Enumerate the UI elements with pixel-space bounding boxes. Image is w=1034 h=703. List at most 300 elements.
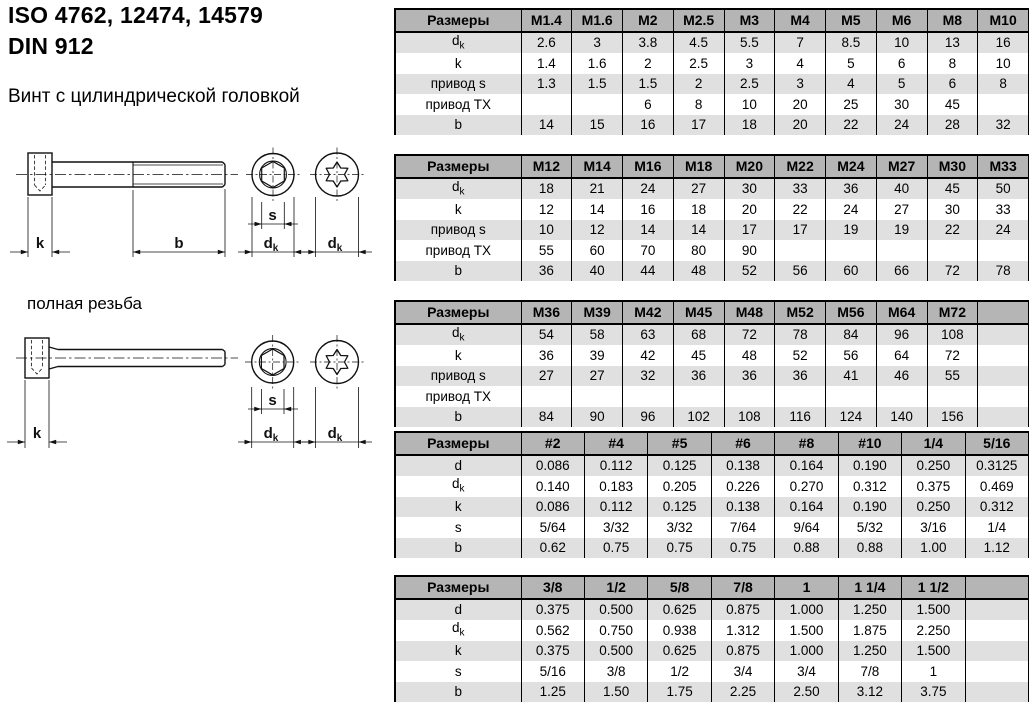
- value-cell: 32: [978, 115, 1029, 136]
- value-cell: 1/2: [648, 661, 711, 682]
- value-cell: 30: [724, 178, 775, 200]
- value-cell: 0.140: [521, 476, 584, 497]
- row-label: привод s: [430, 222, 486, 237]
- value-cell: 0.75: [584, 538, 647, 559]
- value-cell: 46: [876, 366, 927, 387]
- dim-label-k: k: [35, 235, 45, 252]
- value-cell: 0.88: [775, 538, 838, 559]
- value-cell: 45: [673, 345, 724, 366]
- col-header: M1.4: [521, 9, 572, 32]
- tip-chamfer: [223, 350, 226, 352]
- value-cell: 14: [623, 220, 674, 241]
- value-cell: 55: [927, 366, 978, 387]
- value-cell: 0.500: [584, 641, 647, 662]
- value-cell: 3.8: [623, 32, 674, 54]
- value-cell: 25: [826, 94, 877, 115]
- col-header: M5: [826, 9, 877, 32]
- value-cell: 3.12: [838, 682, 901, 703]
- value-cell: 5: [826, 53, 877, 74]
- col-header: #2: [521, 432, 584, 455]
- value-cell: 8: [927, 53, 978, 74]
- value-cell: 36: [521, 261, 572, 282]
- value-cell: 30: [927, 199, 978, 220]
- value-cell: 0.205: [648, 476, 711, 497]
- value-cell: 45: [927, 94, 978, 115]
- col-header: M8: [927, 9, 978, 32]
- standards-title-line2: DIN 912: [8, 33, 94, 59]
- value-cell: 7/64: [711, 517, 774, 538]
- value-cell: 18: [673, 199, 724, 220]
- value-cell: 0.875: [711, 641, 774, 662]
- screw-drawing-full-thread: [0, 330, 390, 455]
- value-cell: 50: [978, 178, 1029, 200]
- header-row: [395, 301, 1029, 324]
- value-cell: [572, 386, 623, 407]
- value-cell: 1.25: [521, 682, 584, 703]
- value-cell: 48: [724, 345, 775, 366]
- value-cell: 10: [876, 32, 927, 54]
- value-cell: 9/64: [775, 517, 838, 538]
- row-label: k: [454, 499, 462, 514]
- value-cell: 0.125: [648, 455, 711, 477]
- value-cell: 8: [673, 94, 724, 115]
- value-cell: 4: [826, 74, 877, 95]
- value-cell: 48: [673, 261, 724, 282]
- value-cell: [623, 386, 674, 407]
- value-cell: 2.5: [673, 53, 724, 74]
- value-cell: 33: [978, 199, 1029, 220]
- row-label: привод TX: [425, 388, 491, 404]
- dim-label-b: b: [174, 235, 184, 252]
- table-row: [395, 497, 1029, 518]
- value-cell: 40: [876, 178, 927, 200]
- value-cell: 108: [927, 324, 978, 346]
- value-cell: 0.625: [648, 641, 711, 662]
- value-cell: 3/32: [648, 517, 711, 538]
- value-cell: [965, 641, 1028, 662]
- value-cell: 28: [927, 115, 978, 136]
- value-cell: 17: [673, 115, 724, 136]
- value-cell: 17: [724, 220, 775, 241]
- value-cell: 3/8: [584, 661, 647, 682]
- table-row: [395, 407, 1029, 428]
- col-header: 1/2: [584, 576, 647, 599]
- col-header: 1 1/2: [902, 576, 965, 599]
- value-cell: 64: [876, 345, 927, 366]
- spec-table: [394, 575, 1029, 702]
- value-cell: 1.000: [775, 641, 838, 662]
- col-header: [965, 576, 1028, 599]
- value-cell: 10: [724, 94, 775, 115]
- value-cell: 1.75: [648, 682, 711, 703]
- table-row: [395, 641, 1029, 662]
- value-cell: 0.270: [775, 476, 838, 497]
- dim-label-k: k: [32, 425, 42, 442]
- full-thread-label: полная резьба: [27, 294, 142, 313]
- value-cell: 0.164: [775, 497, 838, 518]
- dimension-arrows: [18, 407, 366, 445]
- table-row: [395, 538, 1029, 559]
- value-cell: 70: [623, 240, 674, 261]
- value-cell: [965, 661, 1028, 682]
- table-row: [395, 620, 1029, 641]
- row-label: k: [454, 643, 462, 658]
- value-cell: 12: [521, 199, 572, 220]
- value-cell: 68: [673, 324, 724, 346]
- value-cell: 1.6: [572, 53, 623, 74]
- col-header: M2: [623, 9, 674, 32]
- side-view: [16, 153, 238, 195]
- dim-label-dk: $d_k$: [263, 425, 279, 444]
- value-cell: 0.183: [584, 476, 647, 497]
- value-cell: 39: [572, 345, 623, 366]
- value-cell: 5: [876, 74, 927, 95]
- col-header: M3: [724, 9, 775, 32]
- value-cell: 0.375: [521, 599, 584, 621]
- row-label: d: [454, 602, 462, 617]
- value-cell: 0.75: [648, 538, 711, 559]
- neck-transition: [49, 367, 58, 370]
- value-cell: 2.5: [724, 74, 775, 95]
- torx-socket-end-view: [302, 335, 372, 448]
- value-cell: 12: [572, 220, 623, 241]
- value-cell: 0.312: [838, 476, 901, 497]
- table-row: [395, 517, 1029, 538]
- header-row: [395, 576, 1029, 599]
- col-header: M16: [623, 155, 674, 178]
- value-cell: [965, 620, 1028, 641]
- value-cell: [876, 240, 927, 261]
- value-cell: 15: [572, 115, 623, 136]
- col-header: #5: [648, 432, 711, 455]
- value-cell: 1.4: [521, 53, 572, 74]
- value-cell: 52: [775, 345, 826, 366]
- header-row: [395, 432, 1029, 455]
- value-cell: [775, 240, 826, 261]
- col-header: M20: [724, 155, 775, 178]
- table-row: [395, 115, 1029, 136]
- value-cell: 22: [927, 220, 978, 241]
- value-cell: 24: [623, 178, 674, 200]
- value-cell: [927, 386, 978, 407]
- value-cell: 56: [775, 261, 826, 282]
- value-cell: 0.125: [648, 497, 711, 518]
- value-cell: 0.875: [711, 599, 774, 621]
- value-cell: 16: [623, 199, 674, 220]
- row-label: d: [454, 458, 462, 473]
- row-label: b: [454, 263, 462, 278]
- size-header: Размеры: [395, 155, 521, 178]
- value-cell: 116: [775, 407, 826, 428]
- col-header: M24: [826, 155, 877, 178]
- col-header: M56: [826, 301, 877, 324]
- row-label: k: [454, 55, 462, 71]
- value-cell: 124: [826, 407, 877, 428]
- value-cell: 0.750: [584, 620, 647, 641]
- spec-table: [394, 154, 1029, 281]
- value-cell: 0.312: [965, 497, 1028, 518]
- value-cell: 0.938: [648, 620, 711, 641]
- value-cell: [826, 240, 877, 261]
- table-metric-m12-m33: [394, 154, 1029, 281]
- value-cell: 6: [623, 94, 674, 115]
- table-inch-38-112: [394, 575, 1029, 702]
- table-row: [395, 240, 1029, 261]
- col-header: 3/8: [521, 576, 584, 599]
- value-cell: 20: [775, 94, 826, 115]
- col-header: M42: [623, 301, 674, 324]
- dimension-arrows: [21, 222, 366, 255]
- value-cell: 84: [521, 407, 572, 428]
- table-row: [395, 366, 1029, 387]
- col-header: #4: [584, 432, 647, 455]
- value-cell: 0.086: [521, 455, 584, 477]
- value-cell: 3: [572, 32, 623, 54]
- value-cell: 36: [521, 345, 572, 366]
- row-label: привод TX: [425, 242, 491, 258]
- row-label: b: [454, 409, 462, 424]
- table-row: [395, 661, 1029, 682]
- value-cell: 3/4: [775, 661, 838, 682]
- table-row: [395, 220, 1029, 241]
- value-cell: 10: [978, 53, 1029, 74]
- value-cell: 0.164: [775, 455, 838, 477]
- col-header: M33: [978, 155, 1029, 178]
- standards-title-line1: ISO 4762, 12474, 14579: [8, 2, 264, 28]
- col-header: M18: [673, 155, 724, 178]
- value-cell: 36: [826, 178, 877, 200]
- dim-label-s: s: [268, 392, 277, 409]
- value-cell: [978, 324, 1029, 346]
- value-cell: 52: [724, 261, 775, 282]
- value-cell: 13: [927, 32, 978, 54]
- value-cell: 1.000: [775, 599, 838, 621]
- value-cell: 3: [775, 74, 826, 95]
- table-row: [395, 74, 1029, 95]
- head-circle: [252, 154, 294, 196]
- table-row: [395, 455, 1029, 477]
- col-header: M72: [927, 301, 978, 324]
- col-header: M39: [572, 301, 623, 324]
- value-cell: 0.112: [584, 497, 647, 518]
- value-cell: 0.562: [521, 620, 584, 641]
- value-cell: 10: [521, 220, 572, 241]
- value-cell: 1.500: [902, 641, 965, 662]
- value-cell: [978, 240, 1029, 261]
- value-cell: 4.5: [673, 32, 724, 54]
- value-cell: 32: [623, 366, 674, 387]
- value-cell: 22: [775, 199, 826, 220]
- value-cell: 0.138: [711, 455, 774, 477]
- value-cell: 0.190: [838, 497, 901, 518]
- row-label: привод s: [430, 76, 486, 91]
- value-cell: 14: [521, 115, 572, 136]
- value-cell: 1.5: [572, 74, 623, 95]
- hex-socket-end-view: [238, 148, 308, 258]
- value-cell: 45: [927, 178, 978, 200]
- size-header: Размеры: [395, 432, 521, 455]
- value-cell: 90: [572, 407, 623, 428]
- value-cell: 19: [826, 220, 877, 241]
- value-cell: 54: [521, 324, 572, 346]
- table-metric-m36-m72: [394, 300, 1029, 427]
- value-cell: 5/64: [521, 517, 584, 538]
- value-cell: 3/32: [584, 517, 647, 538]
- col-header: M22: [775, 155, 826, 178]
- value-cell: 41: [826, 366, 877, 387]
- value-cell: 1.00: [902, 538, 965, 559]
- value-cell: 8.5: [826, 32, 877, 54]
- value-cell: 0.375: [521, 641, 584, 662]
- col-header: M6: [876, 9, 927, 32]
- side-view: [16, 338, 238, 378]
- value-cell: [521, 386, 572, 407]
- value-cell: 0.88: [838, 538, 901, 559]
- col-header: M14: [572, 155, 623, 178]
- col-header: M30: [927, 155, 978, 178]
- row-label: $d_k$: [451, 476, 465, 496]
- value-cell: 1: [902, 661, 965, 682]
- value-cell: [978, 94, 1029, 115]
- value-cell: 96: [876, 324, 927, 346]
- value-cell: 20: [724, 199, 775, 220]
- col-header: M27: [876, 155, 927, 178]
- value-cell: 140: [876, 407, 927, 428]
- value-cell: 3/4: [711, 661, 774, 682]
- table-row: [395, 178, 1029, 200]
- neck-transition: [49, 347, 58, 350]
- value-cell: 36: [724, 366, 775, 387]
- value-cell: [978, 407, 1029, 428]
- screw-drawing-partial-thread: [0, 135, 390, 287]
- value-cell: 2: [673, 74, 724, 95]
- value-cell: 0.250: [902, 497, 965, 518]
- value-cell: 4: [775, 53, 826, 74]
- value-cell: 19: [876, 220, 927, 241]
- value-cell: 0.112: [584, 455, 647, 477]
- value-cell: 55: [521, 240, 572, 261]
- row-label: s: [454, 519, 462, 535]
- value-cell: 0.500: [584, 599, 647, 621]
- value-cell: 14: [673, 220, 724, 241]
- value-cell: [521, 94, 572, 115]
- col-header: 1 1/4: [838, 576, 901, 599]
- value-cell: 33: [775, 178, 826, 200]
- value-cell: 36: [775, 366, 826, 387]
- value-cell: 1.875: [838, 620, 901, 641]
- value-cell: 0.625: [648, 599, 711, 621]
- row-label: привод TX: [425, 96, 491, 112]
- value-cell: [775, 386, 826, 407]
- spec-table: [394, 300, 1029, 427]
- table-row: [395, 32, 1029, 54]
- value-cell: 0.250: [902, 455, 965, 477]
- spec-table: [394, 8, 1029, 135]
- header-row: [395, 9, 1029, 32]
- value-cell: [978, 366, 1029, 387]
- col-header: M10: [978, 9, 1029, 32]
- value-cell: 1.250: [838, 599, 901, 621]
- table-row: [395, 345, 1029, 366]
- value-cell: 0.469: [965, 476, 1028, 497]
- dim-label-dk: $d_k$: [263, 235, 279, 254]
- table-row: [395, 682, 1029, 703]
- col-header: M45: [673, 301, 724, 324]
- tip-chamfer: [223, 162, 226, 165]
- col-header: 5/16: [965, 432, 1028, 455]
- row-label: $d_k$: [451, 178, 465, 198]
- col-header: #10: [838, 432, 901, 455]
- table-row: [395, 94, 1029, 115]
- table-row: [395, 386, 1029, 407]
- value-cell: 3: [724, 53, 775, 74]
- value-cell: 90: [724, 240, 775, 261]
- value-cell: 60: [572, 240, 623, 261]
- row-label: s: [454, 663, 462, 679]
- value-cell: 72: [927, 261, 978, 282]
- value-cell: 16: [623, 115, 674, 136]
- value-cell: 30: [876, 94, 927, 115]
- value-cell: 0.62: [521, 538, 584, 559]
- value-cell: 96: [623, 407, 674, 428]
- row-label: b: [454, 540, 462, 555]
- dim-label-dk: $d_k$: [327, 235, 343, 254]
- value-cell: 24: [876, 115, 927, 136]
- value-cell: 78: [775, 324, 826, 346]
- value-cell: 0.190: [838, 455, 901, 477]
- value-cell: 27: [572, 366, 623, 387]
- value-cell: 1.12: [965, 538, 1028, 559]
- value-cell: 80: [673, 240, 724, 261]
- col-header: 1/4: [902, 432, 965, 455]
- size-header: Размеры: [395, 576, 521, 599]
- value-cell: 0.75: [711, 538, 774, 559]
- value-cell: [978, 386, 1029, 407]
- value-cell: [927, 240, 978, 261]
- value-cell: 1.500: [775, 620, 838, 641]
- value-cell: 72: [927, 345, 978, 366]
- head-outline: [28, 153, 52, 195]
- tip-chamfer: [223, 185, 226, 188]
- value-cell: 58: [572, 324, 623, 346]
- value-cell: [965, 599, 1028, 621]
- value-cell: 6: [876, 53, 927, 74]
- value-cell: 16: [978, 32, 1029, 54]
- value-cell: 6: [927, 74, 978, 95]
- value-cell: 1.50: [584, 682, 647, 703]
- value-cell: 102: [673, 407, 724, 428]
- value-cell: 2.25: [711, 682, 774, 703]
- dimension-labels: [33, 392, 343, 444]
- row-label: k: [454, 347, 462, 363]
- size-header: Размеры: [395, 9, 521, 32]
- value-cell: 66: [876, 261, 927, 282]
- value-cell: 0.086: [521, 497, 584, 518]
- spec-table: [394, 431, 1029, 558]
- value-cell: 21: [572, 178, 623, 200]
- value-cell: 0.226: [711, 476, 774, 497]
- standards-title: [8, 0, 263, 62]
- value-cell: 5/16: [521, 661, 584, 682]
- value-cell: 27: [521, 366, 572, 387]
- col-header: M52: [775, 301, 826, 324]
- value-cell: 36: [673, 366, 724, 387]
- col-header: M36: [521, 301, 572, 324]
- value-cell: 27: [673, 178, 724, 200]
- value-cell: 2.250: [902, 620, 965, 641]
- col-header: #6: [711, 432, 774, 455]
- value-cell: 3.75: [902, 682, 965, 703]
